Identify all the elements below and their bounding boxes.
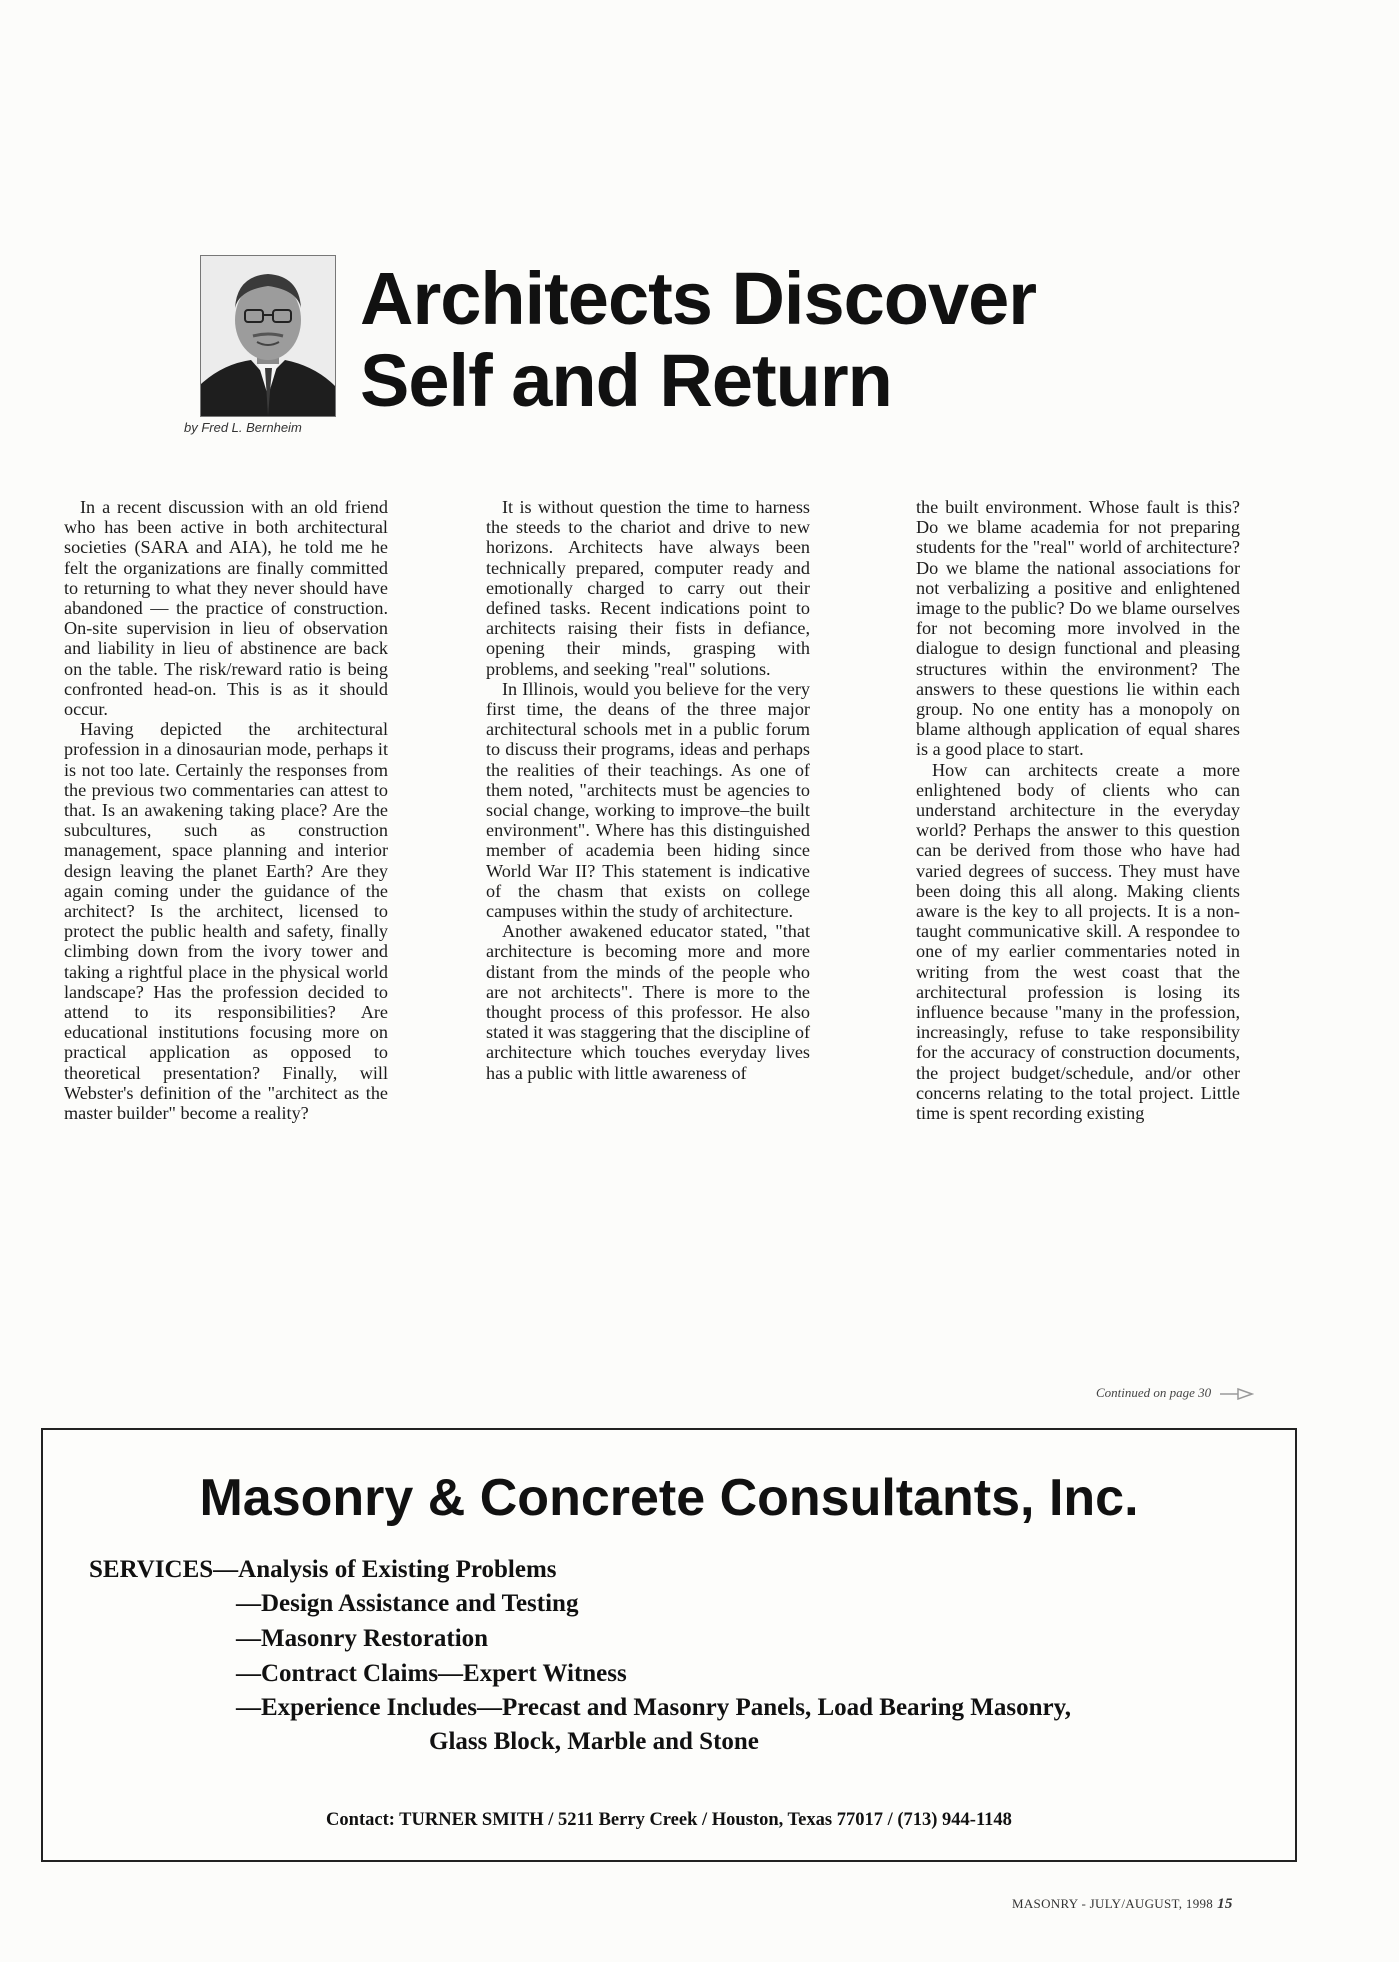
ad-service-item: —Design Assistance and Testing (236, 1590, 579, 1617)
paragraph: In a recent discussion with an old friend who has been active in both architectural societies (SARA and AIA), he told me he felt the organizations are finally committed to returning to what they never should have abandoned — the practice of construction. On-site supervision in lieu of observation and liability in lieu of abstinence are back on the table. The risk/reward ratio is being confronted head-on. This is as it should occur. (64, 497, 388, 720)
ad-service-item: —Masonry Restoration (236, 1625, 489, 1652)
article-column-2 (486, 497, 810, 1083)
footer-publication: MASONRY - JULY/AUGUST, 1998 (1012, 1896, 1214, 1911)
author-photo (200, 255, 336, 417)
article-column-1 (64, 497, 388, 1123)
byline: by Fred L. Bernheim (184, 420, 302, 435)
ad-service-item-continued: Glass Block, Marble and Stone (429, 1728, 759, 1755)
ad-service-item: —Contract Claims—Expert Witness (236, 1660, 627, 1687)
continued-note[interactable] (1096, 1385, 1254, 1401)
ad-contact: Contact: TURNER SMITH / 5211 Berry Creek / Houston, Texas 77017 / (713) 944-1148 (326, 1810, 1012, 1830)
arrow-right-icon (1220, 1388, 1254, 1400)
paragraph: Having depicted the architectural profession in a dinosaurian mode, perhaps it is not too late. Certainly the responses from the previous two commentaries can attest to that. Is an awakening taking place? Are the subcultures, such as construction management, space planning and interior design leaving the planet Earth? Are they again coming under the guidance of the architect? Is the architect, licensed to protect the public health and safety, finally climbing down from the ivory tower and taking a rightful place in the physical world landscape? Has the profession decided to attend to its responsibilities? Are educational institutions focusing more on practical application as opposed to theoretical presentation? Finally, will Webster's definition of the "architect as the master builder" become a reality? (64, 719, 388, 1124)
headline-line-1: Architects Discover (360, 257, 1037, 340)
page-number: 15 (1217, 1896, 1233, 1912)
ad-services-label: SERVICES—Analysis of Existing Problems (89, 1556, 557, 1583)
article-headline (360, 258, 1260, 422)
paragraph: It is without question the time to harness the steeds to the chariot and drive to new horizons. Architects have always been technically prepared, computer ready and emotionally charged to carry out their defined tasks. Recent indications point to architects raising their fists in defiance, opening their minds, grasping with problems, and seeking "real" solutions. (486, 497, 810, 679)
page-footer (1012, 1896, 1233, 1913)
paragraph: Another awakened educator stated, "that architecture is becoming more and more distant from the minds of the people who are not architects". There is more to the thought process of this professor. He also stated it was staggering that the discipline of architecture which touches everyday lives has a public with little awareness of (486, 921, 810, 1083)
continued-label: Continued on page 30 (1096, 1385, 1212, 1400)
paragraph: How can architects create a more enlightened body of clients who can understand architecture in the everyday world? Perhaps the answer to this question can be derived from those who have had varied degrees of success. They must have been doing this all along. Making clients aware is the key to all projects. It is a non-taught communicative skill. A respondee to one of my earlier commentaries noted in writing from the west coast that the architectural profession is losing its influence because "many in the profession, increasingly, refuse to take responsibility for the accuracy of construction documents, the project budget/schedule, and/or other concerns relating to the total project. Little time is spent recording existing (916, 759, 1240, 1124)
ad-service-item: —Experience Includes—Precast and Masonry Panels, Load Bearing Masonry, (236, 1694, 1071, 1721)
headline-line-2: Self and Return (360, 339, 892, 422)
ad-company-name: Masonry & Concrete Consultants, Inc. (199, 1469, 1139, 1527)
advertisement-box (41, 1428, 1297, 1862)
paragraph: the built environment. Whose fault is this? Do we blame academia for not preparing students for the "real" world of architecture? Do we blame the national associations for not verbalizing a positive and enlightened image to the public? Do we blame ourselves for not becoming more involved in the dialogue to design functional and pleasing structures within the environment? The answers to these questions lie within each group. No one entity has a monopoly on blame although application of equal shares is a good place to start. (916, 497, 1240, 760)
article-column-3 (916, 497, 1240, 1123)
author-portrait-icon (201, 256, 335, 416)
paragraph: In Illinois, would you believe for the very first time, the deans of the three major architectural schools met in a public forum to discuss their programs, ideas and perhaps the realities of their teachings. As one of them noted, "architects must be agencies to social change, working to improve–the built environment". Where has this distinguished member of academia been hiding since World War II? This statement is indicative of the chasm that exists on college campuses within the study of architecture. (486, 678, 810, 922)
